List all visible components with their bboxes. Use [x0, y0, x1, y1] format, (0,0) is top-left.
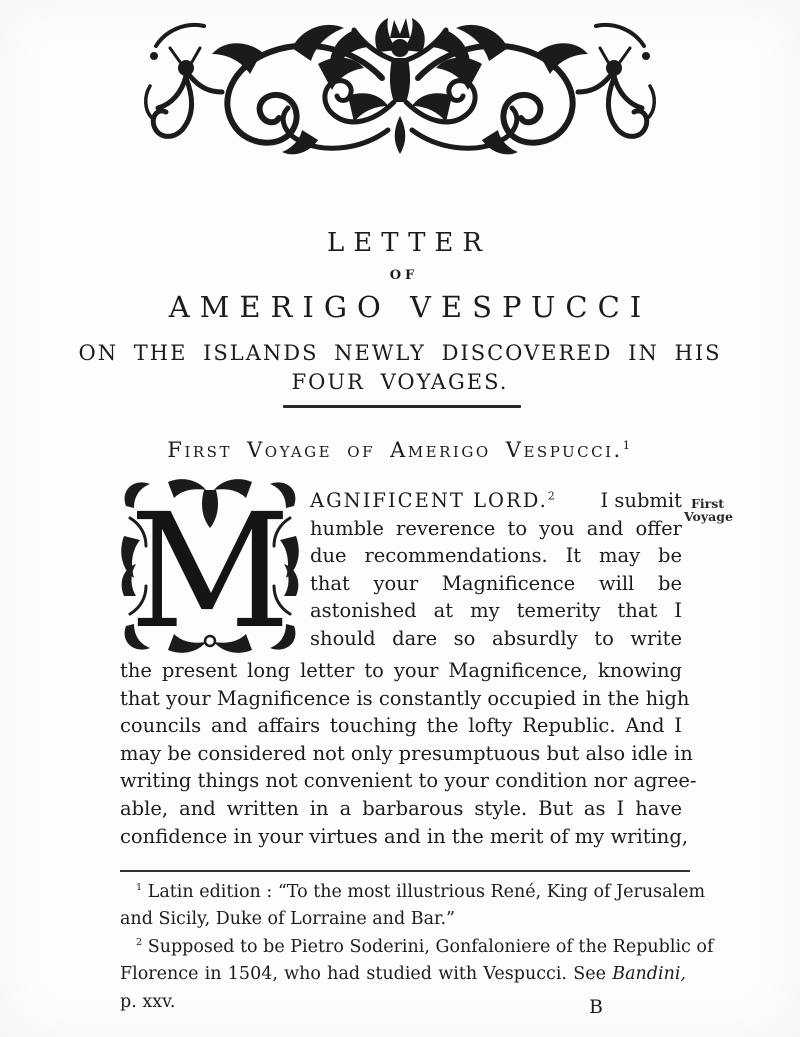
footnote-1-line-1: $^1$ Latin edition : “To the most illustrious René, King of Jerusalem	[136, 882, 706, 902]
body-line: the present long letter to your Magnificence, knowing	[120, 659, 682, 682]
headpiece-ornament	[142, 12, 658, 164]
book-subtitle-line1: ON THE ISLANDS NEWLY DISCOVERED IN HIS	[78, 341, 722, 365]
margin-note-line2: Voyage	[684, 509, 733, 524]
footnote-2-line-2: Florence in 1504, who had studied with Vespucci. See Bandini,	[120, 964, 686, 985]
margin-note-line1: First	[691, 496, 725, 511]
drop-cap-M	[120, 478, 300, 654]
body-line: may be considered not only presumptuous but also idle in	[120, 741, 693, 765]
paragraph-full-lines	[120, 657, 697, 850]
body-line: that your Magnificence will be	[310, 571, 682, 595]
body-line: humble reverence to you and offer	[310, 516, 682, 540]
margin-note	[684, 497, 754, 523]
footnote-2-line-1: $^2$ Supposed to be Pietro Soderini, Gonfaloniere of the Republic of	[136, 936, 714, 957]
book-subtitle-line2: FOUR VOYAGES.	[291, 370, 509, 394]
body-line: AGNIFICENT LORD.$^2$ I submit	[310, 489, 682, 512]
body-line: due recommendations. It may be	[310, 544, 682, 568]
body-line: confidence in your virtues and in the merit of my writing,	[120, 824, 689, 848]
signature-mark: B	[589, 996, 603, 1018]
title-divider-rule	[283, 405, 521, 408]
book-title: LETTER	[327, 228, 491, 258]
central-figure	[325, 18, 475, 154]
book-title-of: OF	[389, 268, 419, 283]
section-heading	[0, 438, 800, 462]
italic-citation: Bandini,	[612, 964, 686, 985]
book-title-author: AMERIGO VESPUCCI	[168, 290, 652, 324]
footnote-2-line-3: p. xxv.	[120, 991, 176, 1012]
body-line: that your Magnificence is constantly occupied in the high	[120, 686, 690, 710]
footnote-1-line-2: and Sicily, Duke of Lorraine and Bar.”	[120, 909, 455, 930]
svg-text:M: M	[129, 480, 291, 654]
body-line: astonished at my temerity that I	[310, 599, 682, 623]
footnote-separator-rule	[120, 870, 690, 872]
footnote-2-marker: 2	[136, 936, 143, 948]
body-line: should dare so absurdly to write	[310, 626, 682, 650]
body-line: councils and affairs touching the lofty Republic. And I	[120, 714, 682, 738]
footnote-ref-1: 1	[622, 438, 633, 452]
section-heading-text: First Voyage of Amerigo Vespucci.	[167, 438, 623, 462]
footnote-ref-2: 2	[547, 489, 555, 503]
body-line: writing things not convenient to your condition nor agree-	[120, 769, 697, 793]
footnote-1-marker: 1	[136, 882, 143, 894]
drop-cap-lines	[310, 478, 682, 654]
body-line: able, and written in a barbarous style. But as I have	[120, 796, 682, 820]
body-paragraph	[120, 478, 697, 850]
